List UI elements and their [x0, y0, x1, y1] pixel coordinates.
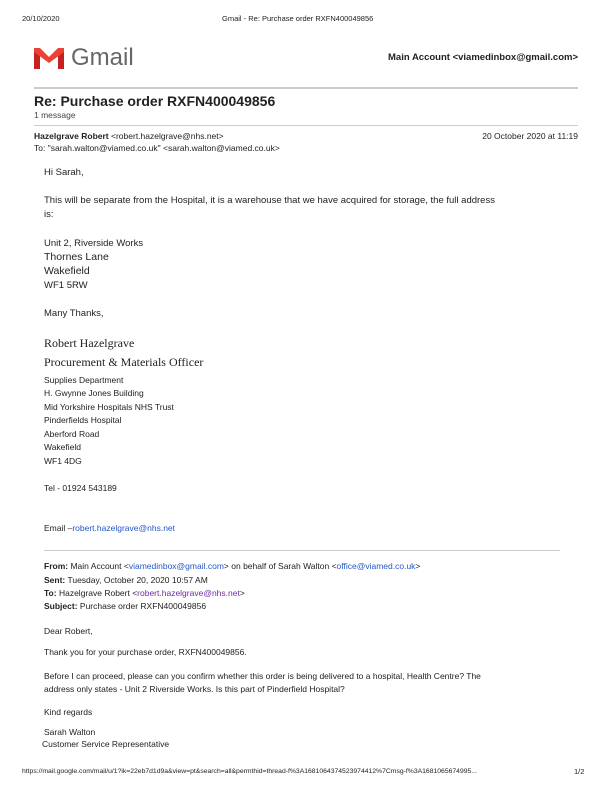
sender — [34, 131, 224, 141]
greeting: Hi Sarah, — [44, 167, 84, 178]
signature-line: Pinderfields Hospital — [44, 415, 122, 425]
signature-name: Sarah Walton — [44, 727, 96, 737]
print-date: 20/10/2020 — [22, 14, 60, 23]
from-text: > — [415, 561, 421, 571]
sent-label: Sent: — [44, 575, 66, 585]
signature-line: Wakefield — [44, 442, 82, 452]
signature-name: Robert Hazelgrave — [44, 336, 135, 350]
from-text: Main Account < — [70, 561, 129, 571]
sent-value: Tuesday, October 20, 2020 10:57 AM — [67, 575, 208, 585]
signature-title: Procurement & Materials Officer — [44, 355, 204, 369]
to-text: > — [239, 588, 245, 598]
signature-line: H. Gwynne Jones Building — [44, 388, 144, 398]
from-text: > on behalf of Sarah Walton < — [223, 561, 337, 571]
address-line: Unit 2, Riverside Works — [44, 238, 144, 249]
account-label: Main Account <viamedinbox@gmail.com> — [388, 52, 578, 63]
print-url: https://mail.google.com/mail/u/1?ik=22eb7d1d9a&view=pt&search=all&permthid=thread-f%3A1681064374523974412%7Cmsg-f%3A1681065674995... — [22, 768, 477, 775]
to-link[interactable]: robert.hazelgrave@nhs.net — [137, 588, 240, 598]
telephone: Tel - 01924 543189 — [44, 483, 117, 493]
signature-line: Mid Yorkshire Hospitals NHS Trust — [44, 402, 174, 412]
quote-divider — [44, 550, 560, 551]
subject-label: Subject: — [44, 601, 78, 611]
gmail-logo-icon — [34, 46, 64, 69]
paragraph: is: — [44, 209, 54, 220]
to-text: Hazelgrave Robert < — [58, 588, 138, 598]
address-line: Wakefield — [44, 265, 90, 277]
signoff: Many Thanks, — [44, 308, 104, 319]
address-line: WF1 5RW — [44, 280, 88, 291]
divider — [34, 87, 578, 89]
closing: Kind regards — [44, 707, 93, 717]
page-number: 1/2 — [574, 767, 585, 776]
address-line: Thornes Lane — [44, 251, 109, 263]
message-count: 1 message — [34, 110, 76, 120]
recipients: To: "sarah.walton@viamed.co.uk" <sarah.walton@viamed.co.uk> — [34, 143, 280, 153]
gmail-logo-text: Gmail — [71, 44, 134, 71]
from-label: From: — [44, 561, 69, 571]
sender-email: <robert.hazelgrave@nhs.net> — [111, 131, 224, 141]
email-label: Email – — [44, 523, 73, 533]
from-link[interactable]: viamedinbox@gmail.com — [128, 561, 224, 571]
message-date: 20 October 2020 at 11:19 — [482, 131, 578, 141]
paragraph: address only states - Unit 2 Riverside Works. Is this part of Pinderfield Hospital? — [44, 684, 345, 694]
signature-role: Customer Service Representative — [42, 739, 170, 749]
greeting: Dear Robert, — [44, 626, 93, 636]
signature-line: Aberford Road — [44, 429, 100, 439]
paragraph: Before I can proceed, please can you confirm whether this order is being delivered to a hospital, Health Centre? The — [44, 671, 481, 681]
to-label: To: — [44, 588, 57, 598]
paragraph: Thank you for your purchase order, RXFN400049856. — [44, 647, 247, 657]
signature-line: Supplies Department — [44, 375, 124, 385]
email-link[interactable]: robert.hazelgrave@nhs.net — [72, 523, 176, 533]
divider — [34, 125, 578, 126]
print-title: Gmail - Re: Purchase order RXFN400049856 — [222, 14, 374, 23]
signature-line: WF1 4DG — [44, 456, 82, 466]
thread-subject: Re: Purchase order RXFN400049856 — [34, 93, 276, 109]
sender-name: Hazelgrave Robert — [34, 131, 109, 141]
paragraph: This will be separate from the Hospital, it is a warehouse that we have acquired for storage, the full address — [44, 195, 495, 206]
subject-value: Purchase order RXFN400049856 — [79, 601, 207, 611]
office-link[interactable]: office@viamed.co.uk — [336, 561, 416, 571]
